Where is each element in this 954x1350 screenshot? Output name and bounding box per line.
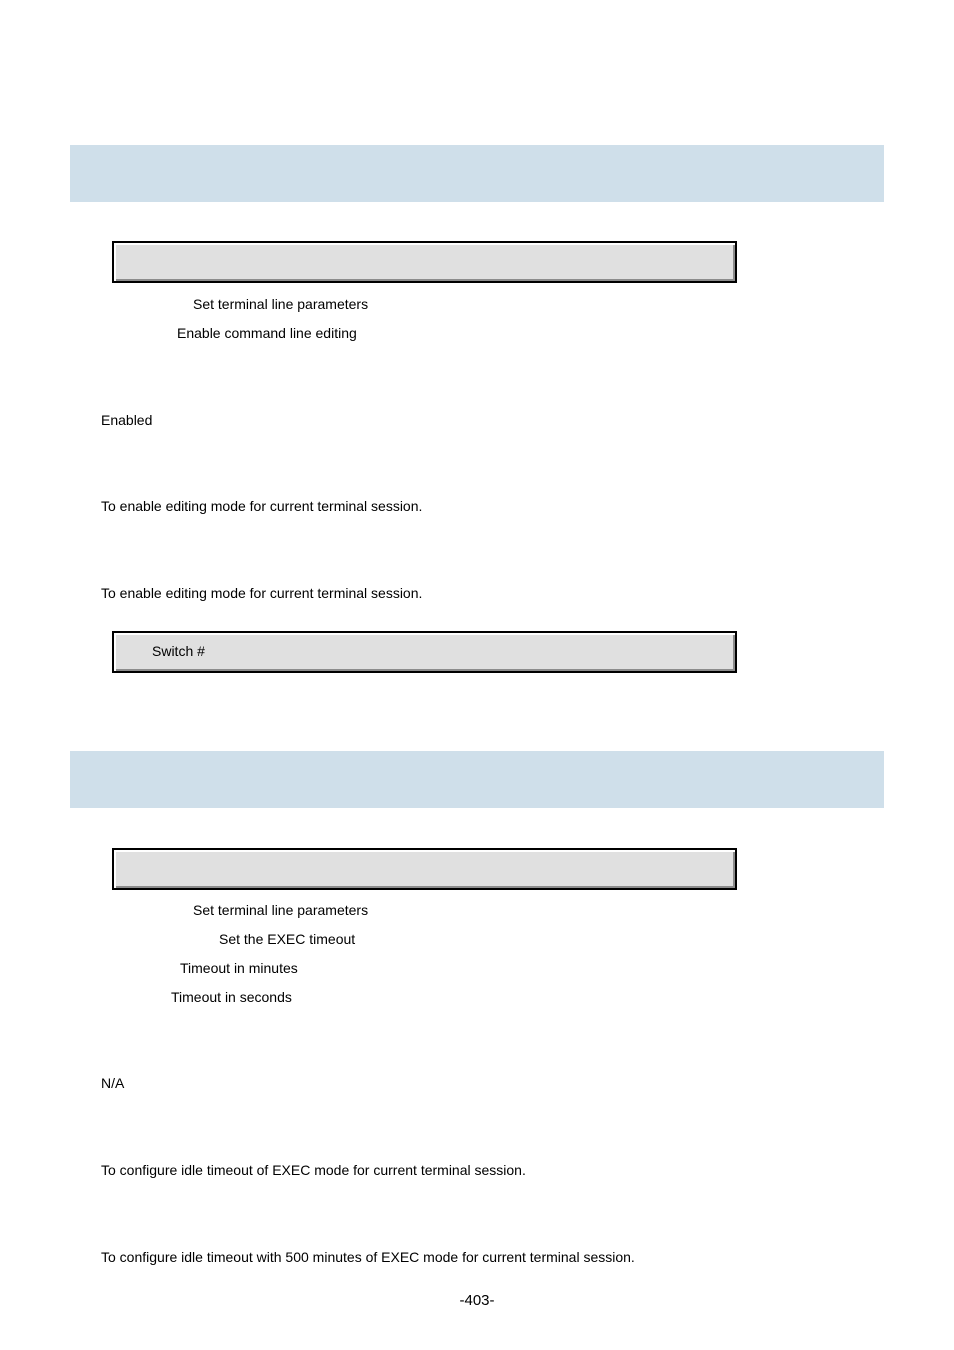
default-value: N/A [101,1075,125,1091]
param-description: Timeout in seconds [171,989,292,1005]
example-command-box [112,631,737,673]
example-description: To configure idle timeout with 500 minutes of EXEC mode for current terminal session. [101,1249,635,1265]
param-description: Set the EXEC timeout [219,931,356,947]
command-syntax-box [112,241,737,283]
default-value: Enabled [101,412,153,428]
section-header-band [70,751,884,808]
usage-text: To enable editing mode for current terminal session. [101,498,423,514]
section-header-band [70,145,884,202]
param-description: Set terminal line parameters [193,296,369,312]
param-description: Enable command line editing [177,325,357,341]
usage-text: To configure idle timeout of EXEC mode for current terminal session. [101,1162,526,1178]
param-description: Timeout in minutes [180,960,298,976]
command-syntax-box [112,848,737,890]
param-description: Set terminal line parameters [193,902,369,918]
example-prompt: Switch # [152,643,205,659]
example-description: To enable editing mode for current terminal session. [101,585,423,601]
page-number: -403- [459,1292,495,1309]
